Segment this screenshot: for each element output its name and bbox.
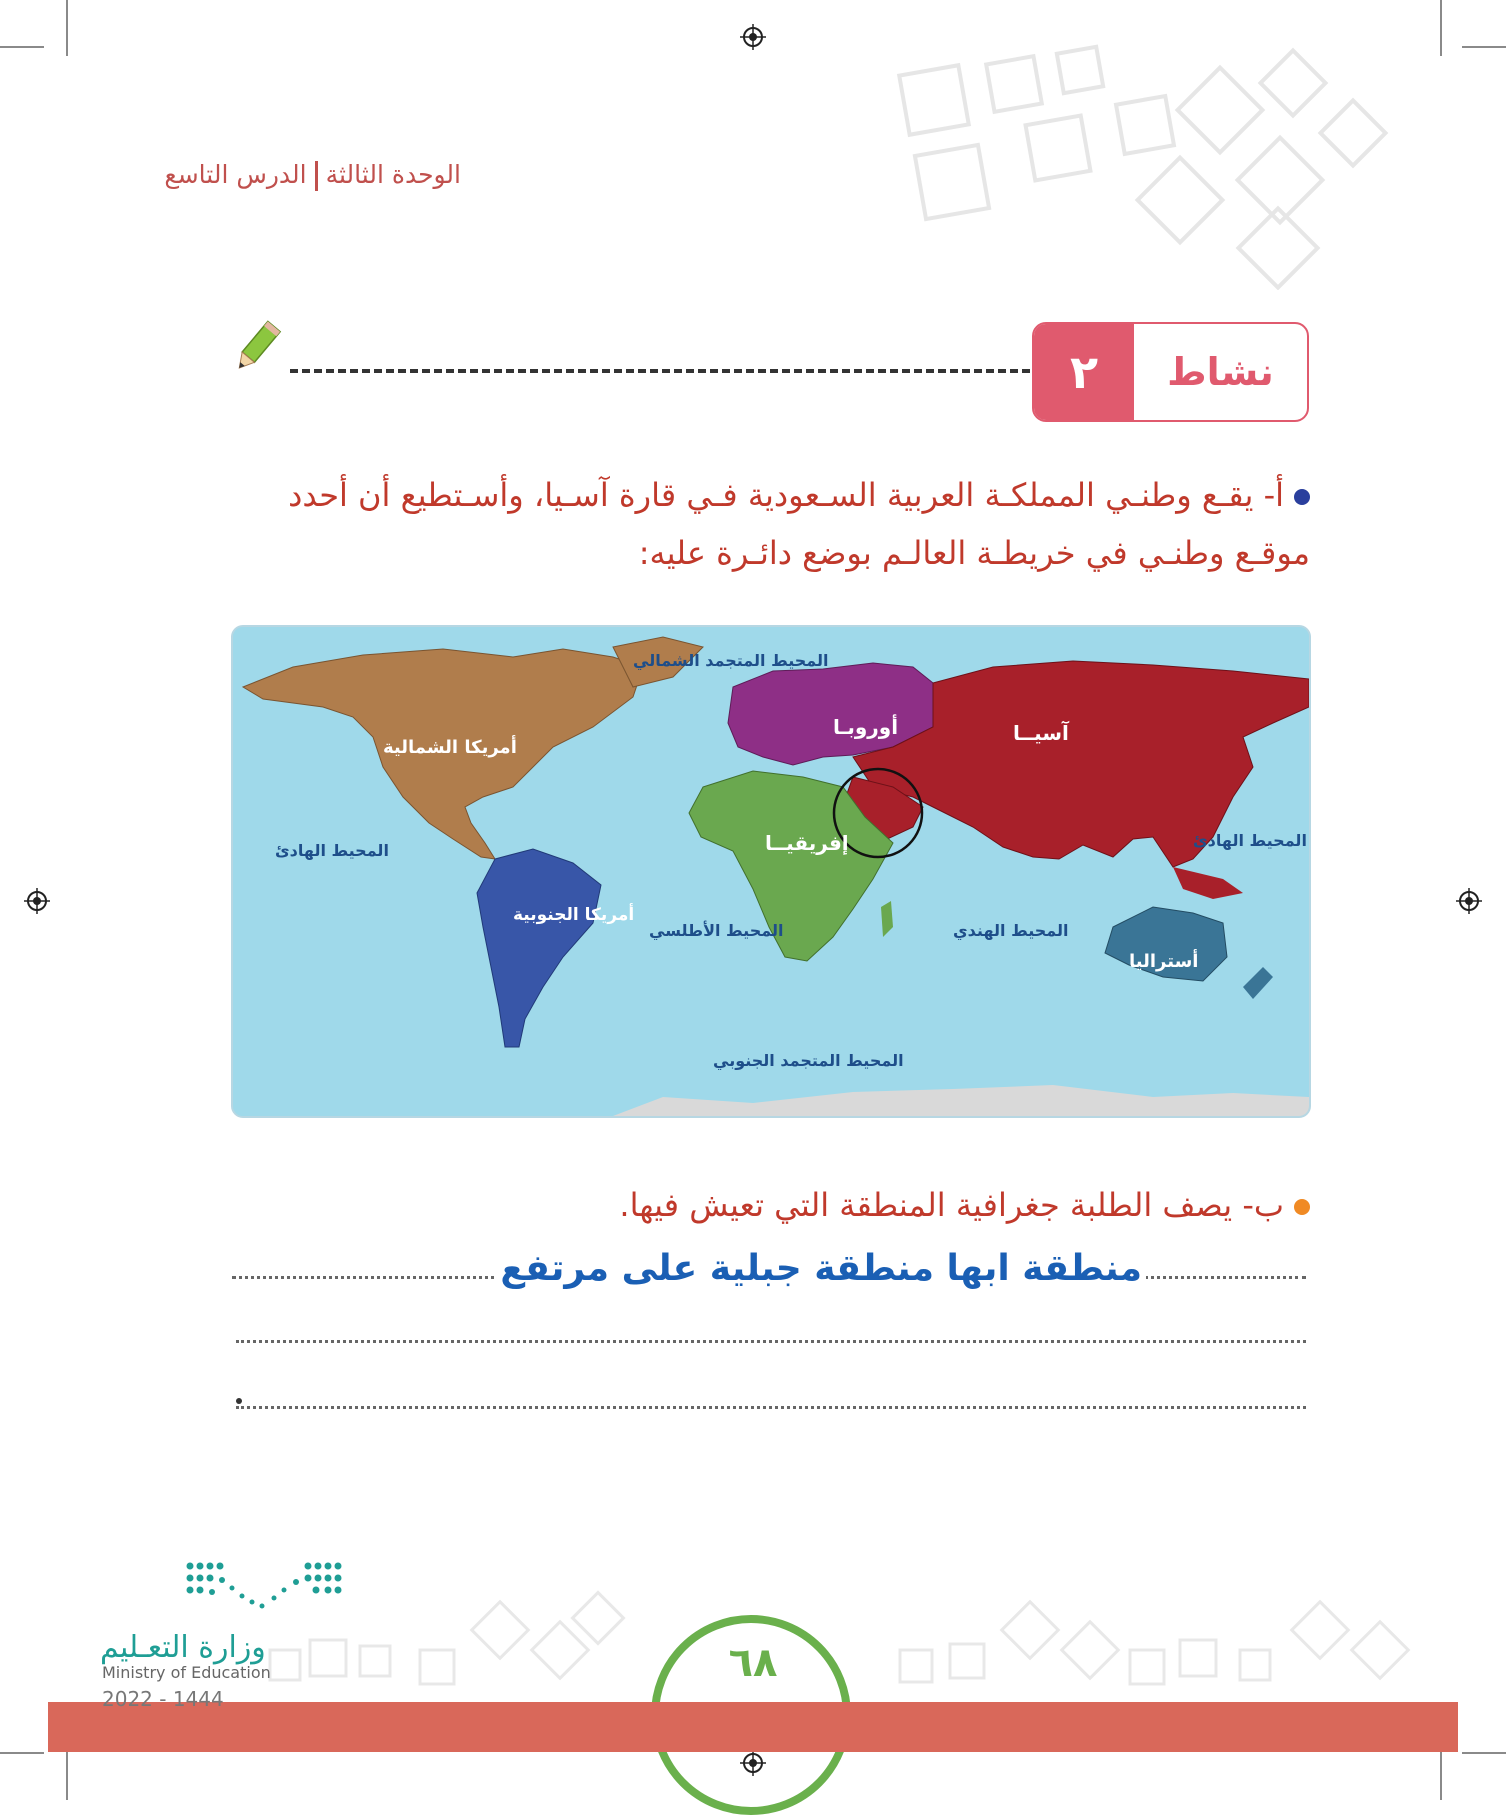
crop-mark	[66, 1750, 68, 1800]
ministry-name-en: Ministry of Education	[102, 1663, 271, 1682]
label-arctic-ocean: المحيط المتجمد الشمالي	[633, 651, 829, 670]
activity-badge	[1032, 322, 1309, 422]
label-southern-ocean: المحيط المتجمد الجنوبي	[713, 1051, 904, 1070]
label-south-america: أمريكا الجنوبية	[513, 905, 635, 925]
crop-mark	[1440, 1750, 1442, 1800]
unit-title: الوحدة الثالثة	[325, 160, 461, 189]
label-indian-ocean: المحيط الهندي	[953, 921, 1069, 940]
activity-label: نشاط	[1167, 350, 1274, 394]
registration-mark-icon	[1456, 888, 1482, 914]
breadcrumb	[164, 160, 461, 191]
bullet-icon	[1294, 489, 1310, 505]
crop-mark	[0, 46, 44, 48]
ministry-name-ar: وزارة التعـليم	[100, 1630, 266, 1665]
label-europe: أوروبـا	[833, 715, 899, 739]
handwritten-answer: منطقة ابها منطقة جبلية على مرتفع	[496, 1248, 1146, 1289]
label-asia: آسيــا	[1013, 721, 1069, 745]
crop-mark	[66, 0, 68, 56]
world-map	[231, 625, 1311, 1118]
world-map-drawing	[233, 627, 1309, 1116]
label-australia: أستراليا	[1129, 951, 1199, 972]
answer-line[interactable]	[236, 1340, 1306, 1343]
crop-mark	[1462, 1752, 1506, 1754]
edition-year: 2022 - 1444	[102, 1687, 224, 1711]
question-b	[230, 1176, 1310, 1234]
full-stop	[236, 1398, 242, 1404]
registration-mark-icon	[24, 888, 50, 914]
answer-line[interactable]	[236, 1406, 1306, 1409]
label-pacific-ocean-east: المحيط الهادئ	[1193, 831, 1307, 850]
pencil-icon	[226, 318, 286, 378]
page-number: ٦٨	[728, 1640, 778, 1686]
decorative-pattern	[250, 1590, 1450, 1700]
question-a-line2: موقـع وطنـي في خريطـة العالـم بوضع دائـرة عليه:	[638, 534, 1310, 572]
label-atlantic-ocean: المحيط الأطلسي	[649, 921, 784, 940]
question-a-line1: أ- يقـع وطنـي المملكـة العربية السـعودية فـي قارة آسـيا، وأسـتطيع أن أحدد	[288, 476, 1284, 514]
crop-mark	[1440, 0, 1442, 56]
question-a	[230, 466, 1310, 582]
question-b-text: ب- يصف الطلبة جغرافية المنطقة التي تعيش فيها.	[619, 1186, 1284, 1224]
registration-mark-icon	[740, 24, 766, 50]
crop-mark	[0, 1752, 44, 1754]
label-pacific-ocean-west: المحيط الهادئ	[275, 841, 389, 860]
label-north-america: أمريكا الشمالية	[383, 737, 517, 758]
lesson-title: الدرس التاسع	[164, 160, 307, 189]
label-africa: إفريقيــا	[765, 831, 849, 855]
footer-bar-cover	[640, 1702, 866, 1752]
bullet-icon	[1294, 1199, 1310, 1215]
activity-divider	[290, 369, 1030, 373]
activity-number: ٢	[1034, 324, 1134, 420]
decorative-pattern	[890, 40, 1430, 290]
crop-mark	[1462, 46, 1506, 48]
ministry-logo-icon	[184, 1560, 348, 1616]
breadcrumb-divider	[315, 161, 318, 191]
